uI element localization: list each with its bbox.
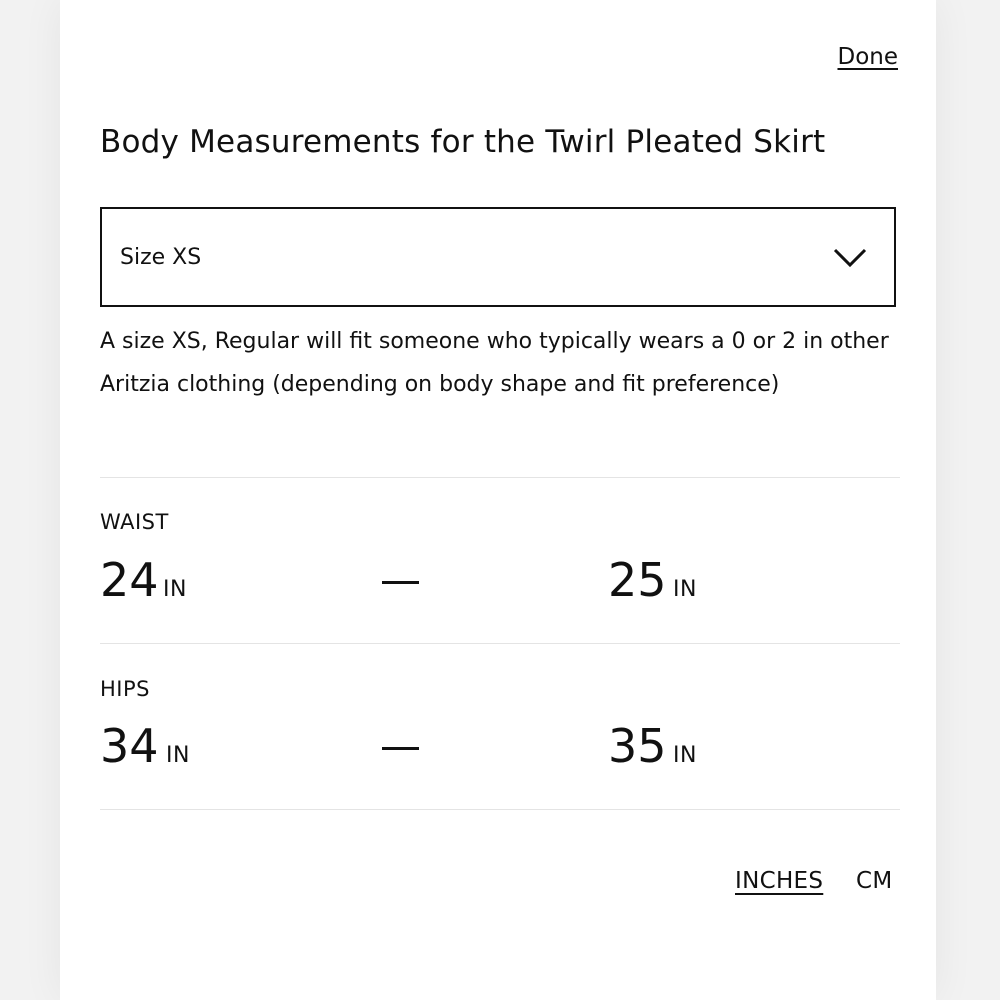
measurement-max-value: 25 xyxy=(608,553,667,607)
range-dash xyxy=(382,747,419,750)
measurement-min-unit: IN xyxy=(163,577,187,602)
unit-toggle-inches[interactable]: INCHES xyxy=(735,868,824,894)
range-dash xyxy=(382,581,419,584)
size-guide-modal xyxy=(60,0,936,1000)
unit-toggle-cm[interactable]: CM xyxy=(856,868,893,894)
size-select-value: Size XS xyxy=(120,245,202,270)
measurement-max-unit: IN xyxy=(673,577,697,602)
modal-title: Body Measurements for the Twirl Pleated Skirt xyxy=(100,124,826,160)
chevron-down-icon xyxy=(832,245,868,269)
measurement-label: WAIST xyxy=(100,510,169,534)
measurement-max-unit: IN xyxy=(673,743,697,768)
divider xyxy=(100,477,900,478)
measurement-min-value: 34 xyxy=(100,719,159,773)
measurement-max-value: 35 xyxy=(608,719,667,773)
divider xyxy=(100,809,900,810)
done-link[interactable]: Done xyxy=(837,44,898,70)
fit-description: A size XS, Regular will fit someone who typically wears a 0 or 2 in other Aritzia clothing (depending on body shape and fit preference) xyxy=(100,329,889,397)
measurement-label: HIPS xyxy=(100,677,150,701)
size-select[interactable] xyxy=(100,207,896,307)
divider xyxy=(100,643,900,644)
measurement-min-value: 24 xyxy=(100,553,159,607)
measurement-min-unit: IN xyxy=(166,743,190,768)
